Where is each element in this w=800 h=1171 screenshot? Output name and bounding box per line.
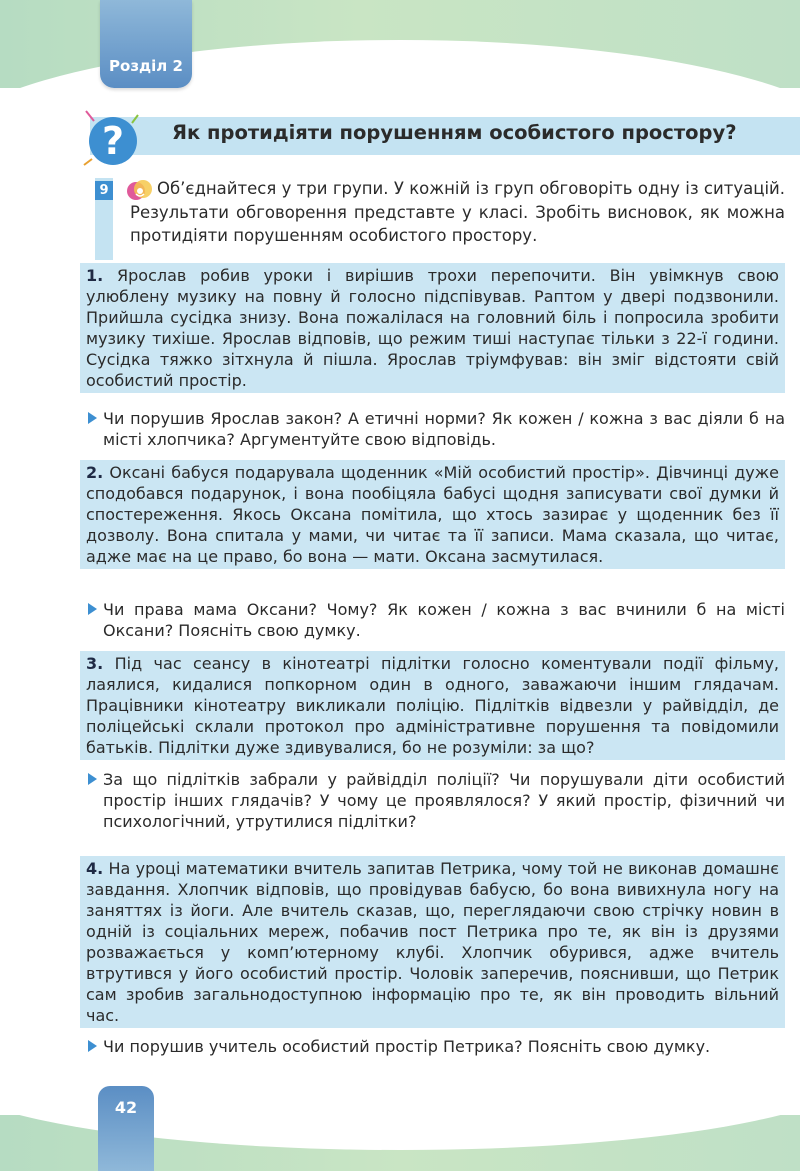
section-label: Розділ 2 [109,57,183,75]
case-3-text: 3. Під час сеансу в кінотеатрі підлітки голосно коментували події фільму, лаялися, кидалися попкорном один в одного, заважаючи іншим глядачам. Працівники кінотеатру викликали поліцію. Підлітків відвезли у райвідділ, де поліцейські склали протокол про адміністративне порушення та повідомили батьків. Підлітки дуже здивувалися, бо не розуміли: за що? [86,654,779,757]
page-number: 42 [114,1098,138,1117]
case-1-number: 1. [86,266,104,285]
question-mark-icon [80,107,142,171]
task-instruction: Об’єднайтеся у три групи. У кожній із груп обговоріть одну із ситуацій. Результати обговорення представте у класі. Зробіть висновок, як можна протидіяти порушенням особистого простору. [130,179,785,245]
case-2-box [80,460,785,569]
bullet-triangle-icon [88,603,97,615]
case-3-number: 3. [86,654,104,673]
svg-text:?: ? [101,119,125,163]
section-tab [100,0,192,88]
case-2-question: Чи права мама Оксани? Чому? Як кожен / кожна з вас вчинили б на місті Оксани? Поясніть свою думку. [88,599,785,641]
bullet-triangle-icon [88,412,97,424]
case-1-box [80,263,785,393]
bullet-triangle-icon [88,1040,97,1052]
case-4-text: 4. На уроці математики вчитель запитав Петрика, чому той не виконав домашнє завдання. Хлопчик відповів, що провідував бабусю, бо вона вивихнула ногу на заняттях із йоги. Але вчитель сказав, що, переглядаючи свою стрічку новин в одній із соціальних мереж, побачив пост Петрика про те, як він із друзями розважається у комп’ютерному клубі. Хлопчик обурився, адже вчитель втрутився у його особистий простір. Чоловік заперечив, пояснивши, що Петрик сам зробив загальнодоступною інформацію про те, як він проводить вільний час. [86,859,779,1025]
case-4-question: Чи порушив учитель особистий простір Петрика? Поясніть свою думку. [88,1036,785,1057]
case-1-question: Чи порушив Ярослав закон? А етичні норми? Як кожен / кожна з вас діяли б на місті хлопчика? Аргументуйте свою відповідь. [88,408,785,450]
case-3-question: За що підлітків забрали у райвідділ поліції? Чи порушували діти особистий простір інших глядачів? У чому це проявлялося? У який простір, фізичний чи психологічний, утрутилися підлітки? [88,769,785,832]
case-1-text: 1. Ярослав робив уроки і вирішив трохи перепочити. Він увімкнув свою улюблену музику на повну й голосно підспівував. Раптом у двері подзвонили. Прийшла сусідка знизу. Вона пожалілася на головний біль і попросила зробити музику тихіше. Ярослав відповів, що режим тиші наступає тільки з 22-ї години. Сусідка тяжко зітхнула й пішла. Ярослав тріумфував: він зміг відстояти свій особистий простір. [86,266,780,390]
task-number: 9 [95,181,113,200]
bullet-triangle-icon [88,773,97,785]
case-2-text: 2. Оксані бабуся подарувала щоденник «Мій особистий простір». Дівчинці дуже сподобався подарунок, і вона пообіцяла бабусі щодня записувати свої думки й спостереження. Якось Оксана помітила, що хтось зазирає у щоденник без її дозволу. Вона спитала у мами, чи читає та її записи. Мама сказала, що читає, адже має на це право, бо вона — мати. Оксана засмутилася. [86,463,779,566]
case-4-number: 4. [86,859,104,878]
page-number-tab [98,1086,154,1171]
page-title: Як протидіяти порушенням особистого простору? [172,121,737,144]
case-4-box [80,856,785,1028]
case-3-box [80,651,785,760]
case-2-number: 2. [86,463,104,482]
